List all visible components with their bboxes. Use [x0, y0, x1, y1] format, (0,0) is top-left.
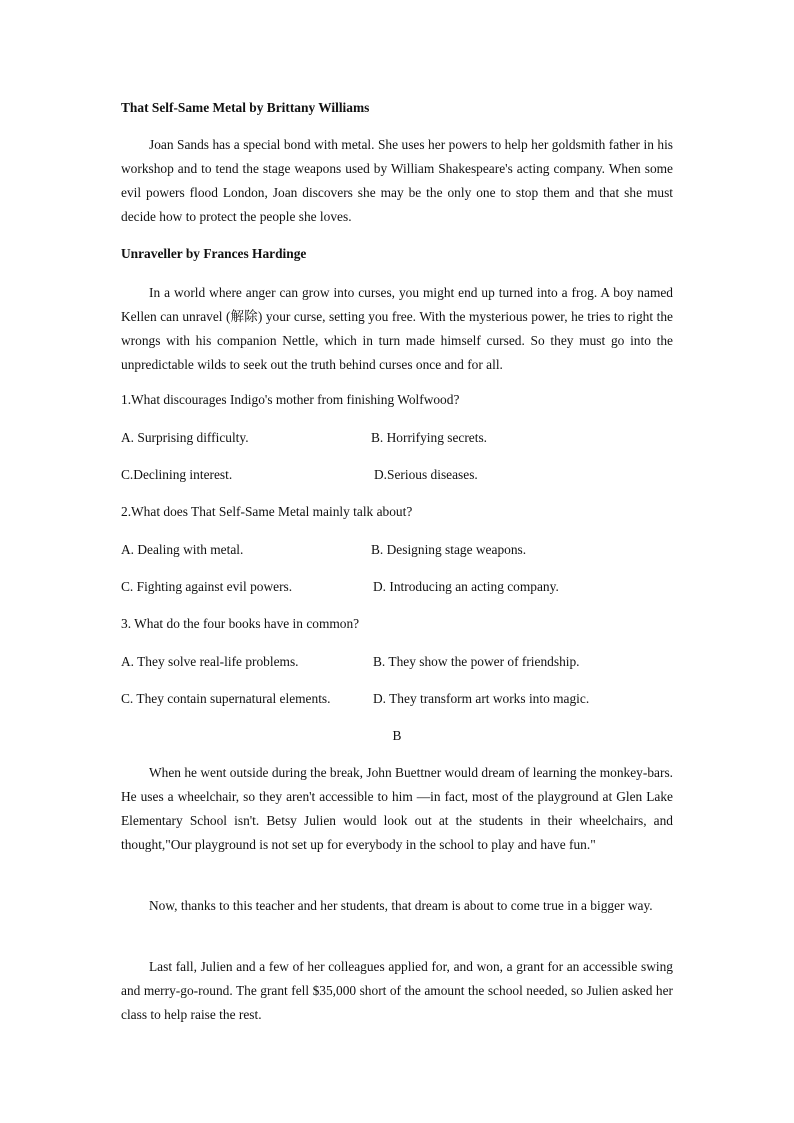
book-title-unraveller: Unraveller by Frances Hardinge — [121, 246, 307, 261]
question-2-option-d: D. Introducing an acting company. — [373, 579, 559, 594]
question-3-option-c: C. They contain supernatural elements. — [121, 691, 331, 706]
book-description-self-same-metal: Joan Sands has a special bond with metal. She uses her powers to help her goldsmith father in his workshop and to tend the stage weapons used by William Shakespeare's acting company. When some evil powers flood London, Joan discovers she may be the only one to stop them and that she must decide how to protect the people she loves. — [121, 137, 673, 224]
question-3-stem: 3. What do the four books have in common? — [121, 616, 360, 631]
section-b-paragraph-1: When he went outside during the break, John Buettner would dream of learning the monkey-bars. He uses a wheelchair, so they aren't accessible to him —in fact, most of the playground at Glen Lake Elementary School isn't. Betsy Julien would look out at the students in their wheelchairs, and thought,"Our playground is not set up for everybody in the school to play and have fun." — [121, 765, 673, 852]
question-1-option-b: B. Horrifying secrets. — [371, 430, 488, 445]
question-1-stem: 1.What discourages Indigo's mother from finishing Wolfwood? — [121, 392, 460, 407]
question-2-option-c: C. Fighting against evil powers. — [121, 579, 293, 594]
question-1-option-c: C.Declining interest. — [121, 467, 233, 482]
question-3-option-d: D. They transform art works into magic. — [373, 691, 590, 706]
question-2-option-a: A. Dealing with metal. — [121, 542, 244, 557]
section-b-paragraph-2: Now, thanks to this teacher and her students, that dream is about to come true in a bigger way. — [149, 898, 653, 913]
section-b-heading: B — [392, 728, 402, 743]
section-b-paragraph-3: Last fall, Julien and a few of her colleagues applied for, and won, a grant for an accessible swing and merry-go-round. The grant fell $35,000 short of the amount the school needed, so Julien asked her class to help raise the rest. — [121, 959, 673, 1022]
book-description-unraveller: In a world where anger can grow into curses, you might end up turned into a frog. A boy named Kellen can unravel (解除) your curse, setting you free. With the mysterious power, he tries to right the wrongs with his companion Nettle, which in turn made himself cursed. So they must go into the unpredictable wilds to seek out the truth behind curses once and for all. — [121, 285, 673, 372]
question-3-option-a: A. They solve real-life problems. — [121, 654, 299, 669]
question-2-stem: 2.What does That Self-Same Metal mainly talk about? — [121, 504, 413, 519]
question-2-option-b: B. Designing stage weapons. — [371, 542, 527, 557]
question-1-option-a: A. Surprising difficulty. — [121, 430, 249, 445]
question-1-option-d: D.Serious diseases. — [374, 467, 478, 482]
book-title-self-same-metal: That Self-Same Metal by Brittany Williams — [121, 100, 370, 115]
question-3-option-b: B. They show the power of friendship. — [373, 654, 580, 669]
